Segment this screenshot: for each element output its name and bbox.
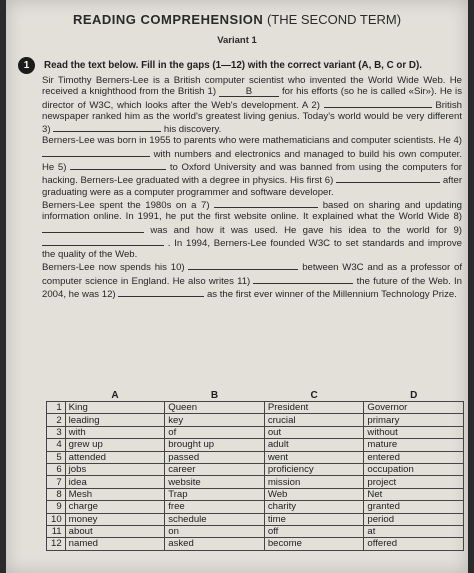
row-number: 2 xyxy=(47,414,66,426)
text-segment: Berners-Lee was born in 1955 to parents who were mathematicians and computer scientists. He 4) xyxy=(42,135,462,147)
header-d: D xyxy=(410,389,418,401)
option-a: with xyxy=(65,426,165,438)
text-segment: Sir Timothy Berners-Lee is a British computer scientist who invented the World Wide Web. He received a knighthood from the British 1) xyxy=(42,75,462,98)
text-segment: as the first ever winner of the Millennium Technology Prize. xyxy=(206,289,457,301)
gap-8[interactable] xyxy=(42,223,144,233)
options-table xyxy=(46,389,464,551)
option-c: proficiency xyxy=(264,463,364,475)
option-d: entered xyxy=(364,451,464,463)
header-c: C xyxy=(310,389,318,401)
option-d: occupation xyxy=(364,463,464,475)
gap-2[interactable] xyxy=(324,98,432,108)
option-a: named xyxy=(65,538,165,550)
option-b: passed xyxy=(165,451,265,463)
task-number-badge: 1 xyxy=(18,57,35,74)
text-segment: the future of the Web. In 2004, he was 12) xyxy=(42,275,462,301)
header-b: B xyxy=(210,389,219,401)
option-d: primary xyxy=(364,414,464,426)
option-c: become xyxy=(264,538,364,550)
option-b: key xyxy=(165,414,265,426)
header-blank xyxy=(47,389,66,402)
gap-11[interactable] xyxy=(253,274,353,284)
paragraph-2 xyxy=(42,135,462,197)
option-b: schedule xyxy=(165,513,265,525)
option-a: jobs xyxy=(65,463,165,475)
option-b: on xyxy=(165,525,265,537)
page-title xyxy=(6,12,468,27)
table-row xyxy=(47,488,464,500)
row-number: 6 xyxy=(47,463,66,475)
option-b: career xyxy=(165,463,265,475)
option-c: crucial xyxy=(264,414,364,426)
option-c: out xyxy=(264,426,364,438)
option-d: Governor xyxy=(364,402,464,414)
option-c: went xyxy=(264,451,364,463)
option-b: asked xyxy=(165,538,265,550)
option-d: project xyxy=(364,476,464,488)
option-d: at xyxy=(364,525,464,537)
option-c: off xyxy=(264,525,364,537)
row-number: 3 xyxy=(47,426,66,438)
option-c: adult xyxy=(264,439,364,451)
option-a: money xyxy=(65,513,165,525)
table-row xyxy=(47,451,464,463)
table-row xyxy=(47,414,464,426)
option-a: idea xyxy=(65,476,165,488)
text-segment: his discovery. xyxy=(163,124,222,136)
variant-label: Variant 1 xyxy=(217,35,257,46)
worksheet-page xyxy=(6,0,468,573)
gap-7[interactable] xyxy=(214,198,318,208)
text-segment: Berners-Lee now spends his 10) xyxy=(42,262,185,274)
row-number: 5 xyxy=(47,451,66,463)
title-main: READING COMPREHENSION xyxy=(72,12,264,27)
gap-4[interactable] xyxy=(42,147,150,157)
text-segment: based on sharing and updating information online. In 1991, he put the first website online. It explained what the World Wide 8) xyxy=(42,199,462,223)
row-number: 12 xyxy=(47,538,66,550)
option-a: grew up xyxy=(65,439,165,451)
paragraph-4 xyxy=(42,260,462,300)
title-sub: (THE SECOND TERM) xyxy=(266,12,402,27)
row-number: 8 xyxy=(47,488,66,500)
table-row xyxy=(47,538,464,550)
option-b: brought up xyxy=(165,439,265,451)
option-d: without xyxy=(364,426,464,438)
text-segment: . In 1994, Berners-Lee founded W3C to set standards and improve the quality of the Web. xyxy=(42,237,462,261)
text-segment: with numbers and electronics and managed to build his own computer. He 5) xyxy=(42,148,462,174)
row-number: 10 xyxy=(47,513,66,525)
table-row xyxy=(47,463,464,475)
gap-9[interactable] xyxy=(42,236,164,246)
text-segment: for his efforts (so he is called «Sir»). He is director of W3C, which looks after the Web's development. A 2) xyxy=(42,86,462,111)
table-row xyxy=(47,426,464,438)
option-b: Trap xyxy=(165,488,265,500)
option-a: charge xyxy=(65,501,165,513)
option-d: granted xyxy=(364,501,464,513)
option-d: offered xyxy=(364,538,464,550)
text-segment: after graduating were as a computer programmer and software developer. xyxy=(42,175,463,198)
row-number: 4 xyxy=(47,439,66,451)
gap-10[interactable] xyxy=(188,260,298,270)
table-row xyxy=(47,476,464,488)
text-segment: Berners-Lee spent the 1980s on a 7) xyxy=(42,199,210,211)
option-d: Net xyxy=(364,488,464,500)
option-c: charity xyxy=(264,501,364,513)
option-c: President xyxy=(264,402,364,414)
option-d: mature xyxy=(364,439,464,451)
table-row xyxy=(47,525,464,537)
task-instruction: Read the text below. Fill in the gaps (1—12) with the correct variant (A, B, C or D). xyxy=(44,60,422,71)
option-d: period xyxy=(364,513,464,525)
gap-6[interactable] xyxy=(336,173,440,183)
options-header-row xyxy=(47,389,464,402)
text-segment: was and how it was used. He gave his idea to the world for 9) xyxy=(150,224,462,236)
gap-1-answer[interactable]: B xyxy=(219,87,279,97)
table-row xyxy=(47,513,464,525)
text-segment: to Oxford University and was banned from using the computers for hacking. Berners-Lee graduated with a degree in physics. His first 6) xyxy=(42,162,462,187)
paragraph-3 xyxy=(42,198,462,260)
gap-12[interactable] xyxy=(118,287,204,297)
option-b: of xyxy=(165,426,265,438)
row-number: 1 xyxy=(47,402,66,414)
row-number: 11 xyxy=(47,525,66,537)
reading-text xyxy=(42,75,462,300)
options-table-body xyxy=(47,402,464,551)
option-a: leading xyxy=(65,414,165,426)
gap-3[interactable] xyxy=(53,122,161,132)
table-row xyxy=(47,402,464,414)
text-segment: British newspaper ranked him as the world's greatest living genius. Today's world would be very different 3) xyxy=(42,99,462,136)
option-b: free xyxy=(165,501,265,513)
option-a: about xyxy=(65,525,165,537)
gap-5[interactable] xyxy=(70,160,166,170)
text-segment: between W3C and as a professor of computer science in England. He also writes 11) xyxy=(42,262,463,287)
option-a: King xyxy=(65,402,165,414)
paragraph-1 xyxy=(42,75,462,135)
row-number: 9 xyxy=(47,501,66,513)
table-row xyxy=(47,501,464,513)
option-a: attended xyxy=(65,451,165,463)
option-c: Web xyxy=(264,488,364,500)
option-c: time xyxy=(264,513,364,525)
row-number: 7 xyxy=(47,476,66,488)
option-b: website xyxy=(165,476,265,488)
option-c: mission xyxy=(264,476,364,488)
table-row xyxy=(47,439,464,451)
header-a: A xyxy=(111,389,119,401)
option-b: Queen xyxy=(165,402,265,414)
option-a: Mesh xyxy=(65,488,165,500)
